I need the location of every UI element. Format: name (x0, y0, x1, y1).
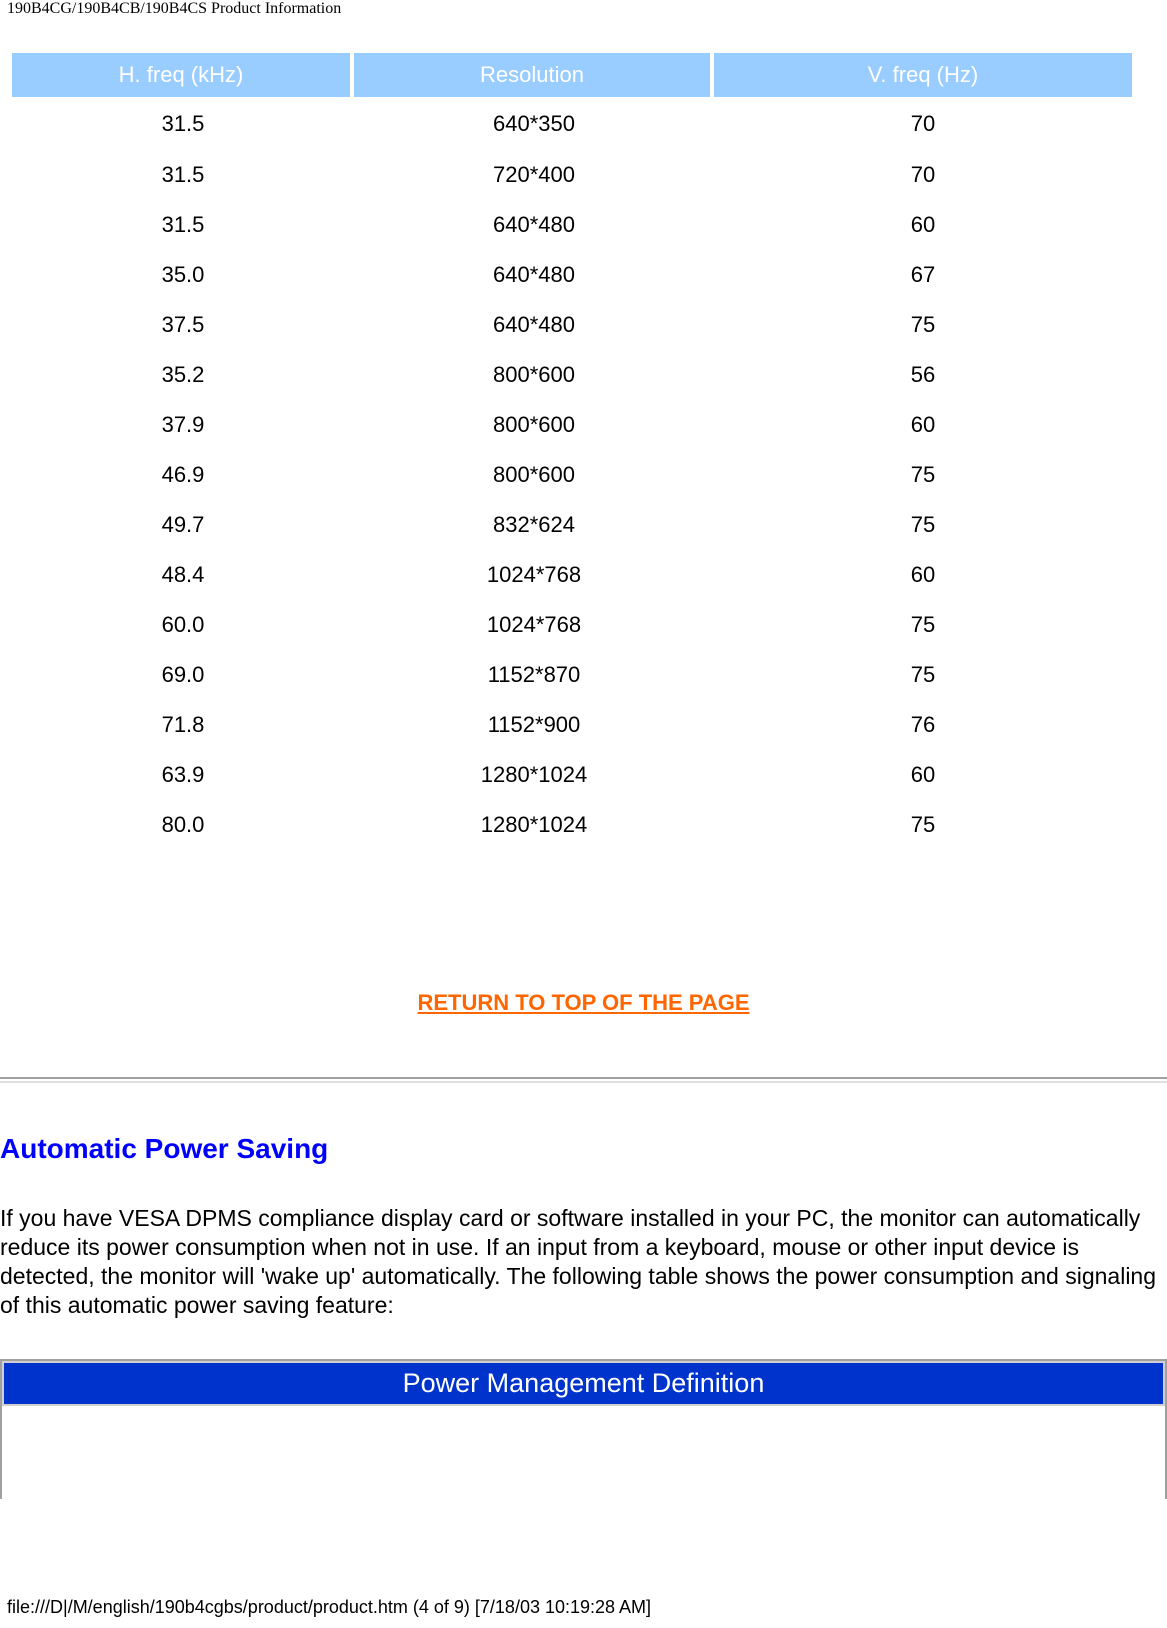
table-row (12, 700, 1132, 750)
page-footer: file:///D|/M/english/190b4cgbs/product/product.htm (4 of 9) [7/18/03 10:19:28 AM] (7, 1597, 652, 1617)
cell-v-freq: 67 (910, 262, 936, 287)
table-row (12, 300, 1132, 350)
cell-resolution: 1024*768 (486, 562, 582, 587)
cell-h-freq: 31.5 (161, 162, 205, 187)
cell-v-freq: 60 (910, 212, 936, 237)
cell-h-freq: 35.0 (161, 262, 205, 287)
cell-resolution: 640*480 (493, 312, 575, 337)
table-row (12, 750, 1132, 800)
cell-v-freq: 76 (910, 712, 936, 737)
cell-v-freq: 70 (910, 110, 936, 136)
table-row (2, 1406, 1165, 1499)
cell-h-freq: 63.9 (161, 762, 205, 787)
power-management-table (0, 1359, 1167, 1499)
timing-table (12, 53, 1132, 850)
cell-v-freq: 56 (910, 362, 936, 387)
horizontal-divider (0, 1077, 1167, 1083)
cell-resolution: 1152*900 (487, 712, 581, 737)
cell-v-freq: 60 (910, 562, 936, 587)
cell-h-freq: 49.7 (161, 512, 205, 537)
cell-resolution: 640*350 (493, 110, 575, 136)
table-row (12, 97, 1132, 150)
cell-v-freq: 75 (910, 812, 936, 837)
table-row (12, 400, 1132, 450)
column-header-resolution: Resolution (354, 53, 714, 97)
cell-h-freq: 80.0 (161, 812, 205, 837)
table-cell (2, 1406, 1165, 1499)
cell-h-freq: 46.9 (161, 462, 205, 487)
table-row (12, 650, 1132, 700)
cell-v-freq: 70 (910, 162, 936, 187)
power-management-header: Power Management Definition (2, 1361, 1165, 1406)
cell-resolution: 1024*768 (486, 612, 582, 637)
cell-h-freq: 48.4 (161, 562, 205, 587)
table-row (12, 450, 1132, 500)
cell-h-freq: 31.5 (161, 110, 205, 136)
column-header-v-freq: V. freq (Hz) (714, 53, 1132, 97)
page-header-title: 190B4CG/190B4CB/190B4CS Product Information (7, 0, 342, 17)
cell-h-freq: 37.5 (161, 312, 205, 337)
cell-h-freq: 69.0 (161, 662, 205, 687)
cell-resolution: 640*480 (493, 212, 575, 237)
table-header-row (2, 1361, 1165, 1406)
cell-v-freq: 75 (910, 312, 936, 337)
table-row (12, 550, 1132, 600)
cell-v-freq: 75 (910, 662, 936, 687)
table-row (12, 350, 1132, 400)
cell-v-freq: 60 (910, 762, 936, 787)
table-row (12, 600, 1132, 650)
cell-resolution: 800*600 (493, 362, 575, 387)
cell-v-freq: 60 (910, 412, 936, 437)
cell-v-freq: 75 (910, 612, 936, 637)
cell-resolution: 1280*1024 (480, 812, 588, 837)
cell-resolution: 720*400 (493, 162, 575, 187)
cell-h-freq: 31.5 (161, 212, 205, 237)
timing-table-body (12, 97, 1132, 850)
cell-h-freq: 71.8 (161, 712, 205, 737)
cell-v-freq: 75 (910, 462, 936, 487)
section-title: Automatic Power Saving (0, 1133, 329, 1164)
table-row (12, 800, 1132, 850)
cell-h-freq: 35.2 (161, 362, 205, 387)
table-row (12, 500, 1132, 550)
cell-resolution: 800*600 (493, 462, 575, 487)
table-header-row (12, 53, 1132, 97)
cell-h-freq: 60.0 (161, 612, 205, 637)
column-header-h-freq: H. freq (kHz) (12, 53, 354, 97)
cell-resolution: 640*480 (493, 262, 575, 287)
return-to-top (0, 990, 1167, 1016)
cell-resolution: 1152*870 (487, 662, 581, 687)
cell-resolution: 800*600 (493, 412, 575, 437)
cell-resolution: 832*624 (493, 512, 575, 537)
cell-resolution: 1280*1024 (480, 762, 588, 787)
table-row (12, 250, 1132, 300)
table-row (12, 200, 1132, 250)
return-to-top-link[interactable]: RETURN TO TOP OF THE PAGE (417, 990, 750, 1015)
table-row (12, 150, 1132, 200)
cell-v-freq: 75 (910, 512, 936, 537)
section-body: If you have VESA DPMS compliance display card or software installed in your PC, the monitor can automatically reduce its power consumption when not in use. If an input from a keyboard, mouse or other input device is detected, the monitor will 'wake up' automatically. The following table shows the power consumption and signaling of this automatic power saving feature: (0, 1205, 1157, 1318)
cell-h-freq: 37.9 (161, 412, 205, 437)
